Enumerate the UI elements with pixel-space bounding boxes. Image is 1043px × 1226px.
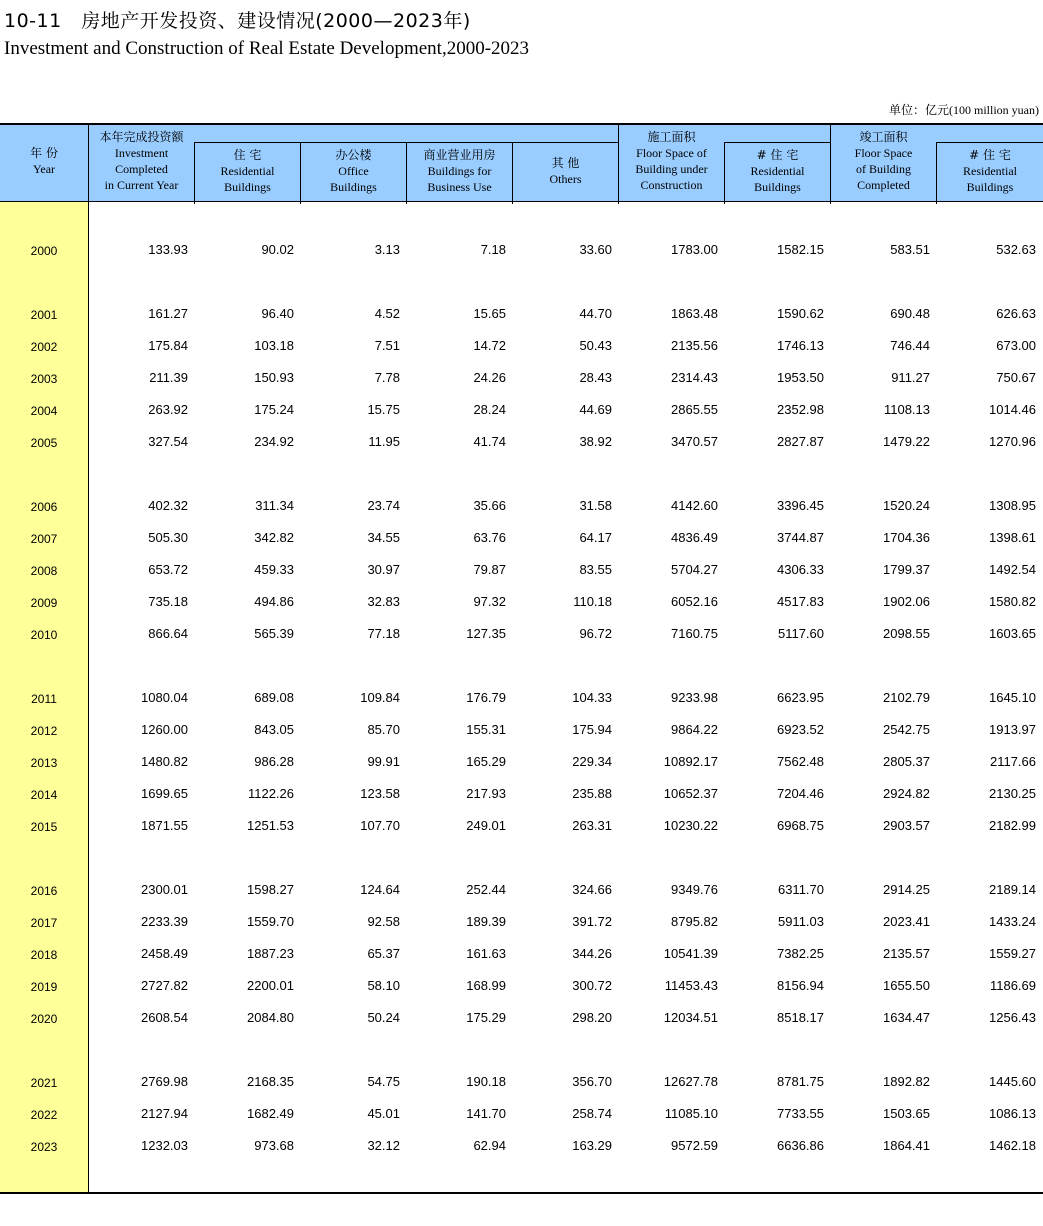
value-cell: 1260.00 — [141, 722, 188, 737]
value-cell: 344.26 — [572, 946, 612, 961]
value-cell: 11453.43 — [664, 978, 718, 993]
year-cell: 2018 — [30, 948, 58, 962]
value-cell: 505.30 — [148, 530, 188, 545]
value-cell: 9233.98 — [671, 690, 718, 705]
value-cell: 1559.27 — [989, 946, 1036, 961]
table-row — [0, 912, 1043, 932]
header-business: 商业营业用房 Buildings for Business Use — [423, 148, 496, 194]
value-cell: 2608.54 — [141, 1010, 188, 1025]
value-cell: 263.92 — [148, 402, 188, 417]
value-cell: 1682.49 — [247, 1106, 294, 1121]
value-cell: 565.39 — [254, 626, 294, 641]
value-cell: 324.66 — [572, 882, 612, 897]
header-floor-construction-residential: # 住 宅 Residential Buildings — [750, 148, 805, 194]
value-cell: 843.05 — [254, 722, 294, 737]
value-cell: 9864.22 — [671, 722, 718, 737]
value-cell: 1634.47 — [883, 1010, 930, 1025]
value-cell: 2135.56 — [671, 338, 718, 353]
value-cell: 229.34 — [572, 754, 612, 769]
value-cell: 23.74 — [367, 498, 400, 513]
value-cell: 1108.13 — [883, 402, 930, 417]
year-cell: 2010 — [30, 628, 58, 642]
value-cell: 258.74 — [572, 1106, 612, 1121]
year-column-divider — [88, 123, 89, 1193]
value-cell: 1645.10 — [989, 690, 1036, 705]
title-cn: 10-11 房地产开发投资、建设情况(2000—2023年) — [4, 10, 471, 32]
header-office: 办公楼 Office Buildings — [330, 148, 377, 194]
value-cell: 1892.82 — [883, 1074, 930, 1089]
value-cell: 391.72 — [572, 914, 612, 929]
value-cell: 12034.51 — [663, 1010, 718, 1025]
table-row — [0, 976, 1043, 996]
value-cell: 176.79 — [466, 690, 506, 705]
value-cell: 44.69 — [579, 402, 612, 417]
value-cell: 150.93 — [254, 370, 294, 385]
value-cell: 103.18 — [254, 338, 294, 353]
value-cell: 50.43 — [579, 338, 612, 353]
value-cell: 2127.94 — [141, 1106, 188, 1121]
value-cell: 735.18 — [148, 594, 188, 609]
value-cell: 79.87 — [473, 562, 506, 577]
value-cell: 211.39 — [149, 370, 188, 385]
value-cell: 1603.65 — [989, 626, 1036, 641]
value-cell: 2023.41 — [883, 914, 930, 929]
header-floor-completed: 竣工面积 Floor Space of Building Completed — [854, 130, 913, 192]
value-cell: 77.18 — [367, 626, 400, 641]
value-cell: 2914.25 — [883, 882, 930, 897]
year-cell: 2016 — [30, 884, 58, 898]
year-cell: 2013 — [30, 756, 58, 770]
value-cell: 2189.14 — [989, 882, 1036, 897]
table-row — [0, 400, 1043, 420]
data-table — [0, 123, 1043, 1193]
value-cell: 11085.10 — [664, 1106, 718, 1121]
value-cell: 4306.33 — [777, 562, 824, 577]
value-cell: 298.20 — [572, 1010, 612, 1025]
value-cell: 1598.27 — [247, 882, 294, 897]
value-cell: 2233.39 — [141, 914, 188, 929]
value-cell: 7.18 — [480, 242, 506, 257]
table-row — [0, 816, 1043, 836]
value-cell: 1503.65 — [883, 1106, 930, 1121]
value-cell: 10652.37 — [663, 786, 718, 801]
year-cell: 2003 — [30, 372, 58, 386]
year-cell: 2001 — [30, 308, 58, 322]
value-cell: 1699.65 — [141, 786, 188, 801]
value-cell: 235.88 — [572, 786, 612, 801]
header-vline — [406, 142, 407, 204]
value-cell: 33.60 — [579, 242, 612, 257]
value-cell: 3470.57 — [671, 434, 718, 449]
value-cell: 2200.01 — [247, 978, 294, 993]
value-cell: 163.29 — [572, 1138, 612, 1153]
value-cell: 1308.95 — [989, 498, 1036, 513]
value-cell: 402.32 — [148, 498, 188, 513]
value-cell: 1799.37 — [883, 562, 930, 577]
value-cell: 7.51 — [374, 338, 400, 353]
value-cell: 8518.17 — [777, 1010, 824, 1025]
year-cell: 2012 — [30, 724, 58, 738]
value-cell: 653.72 — [148, 562, 188, 577]
value-cell: 2314.43 — [671, 370, 718, 385]
value-cell: 4517.83 — [777, 594, 824, 609]
value-cell: 175.94 — [572, 722, 612, 737]
value-cell: 92.58 — [367, 914, 400, 929]
value-cell: 44.70 — [579, 306, 612, 321]
table-row — [0, 528, 1043, 548]
value-cell: 690.48 — [890, 306, 930, 321]
year-cell: 2020 — [30, 1012, 58, 1026]
table-bottom-line — [0, 1192, 1043, 1194]
header-others: 其 他 Others — [549, 156, 582, 186]
value-cell: 6623.95 — [777, 690, 824, 705]
value-cell: 2102.79 — [883, 690, 930, 705]
value-cell: 1186.69 — [989, 978, 1036, 993]
value-cell: 14.72 — [473, 338, 506, 353]
value-cell: 3.13 — [374, 242, 400, 257]
value-cell: 45.01 — [367, 1106, 400, 1121]
value-cell: 41.74 — [473, 434, 506, 449]
value-cell: 4.52 — [374, 306, 400, 321]
value-cell: 2903.57 — [883, 818, 930, 833]
value-cell: 532.63 — [996, 242, 1036, 257]
value-cell: 1871.55 — [141, 818, 188, 833]
value-cell: 1783.00 — [671, 242, 718, 257]
table-header — [0, 123, 1043, 202]
year-cell: 2008 — [30, 564, 58, 578]
value-cell: 1863.48 — [671, 306, 718, 321]
value-cell: 1559.70 — [247, 914, 294, 929]
header-vline — [194, 142, 195, 204]
value-cell: 7562.48 — [777, 754, 824, 769]
year-cell: 2015 — [30, 820, 58, 834]
value-cell: 626.63 — [996, 306, 1036, 321]
value-cell: 1590.62 — [777, 306, 824, 321]
value-cell: 32.12 — [367, 1138, 400, 1153]
value-cell: 2168.35 — [247, 1074, 294, 1089]
value-cell: 189.39 — [466, 914, 506, 929]
value-cell: 99.91 — [367, 754, 400, 769]
value-cell: 11.95 — [368, 434, 400, 449]
value-cell: 1704.36 — [883, 530, 930, 545]
value-cell: 10230.22 — [663, 818, 718, 833]
value-cell: 8156.94 — [777, 978, 824, 993]
value-cell: 6636.86 — [777, 1138, 824, 1153]
value-cell: 986.28 — [254, 754, 294, 769]
header-investment: 本年完成投资额 Investment Completed in Current Year — [99, 130, 184, 192]
value-cell: 1232.03 — [141, 1138, 188, 1153]
year-cell: 2019 — [30, 980, 58, 994]
value-cell: 1462.18 — [989, 1138, 1036, 1153]
value-cell: 750.67 — [996, 370, 1036, 385]
value-cell: 58.10 — [367, 978, 400, 993]
value-cell: 34.55 — [367, 530, 400, 545]
value-cell: 494.86 — [254, 594, 294, 609]
header-vline — [300, 142, 301, 204]
value-cell: 1080.04 — [141, 690, 188, 705]
value-cell: 50.24 — [367, 1010, 400, 1025]
value-cell: 2135.57 — [883, 946, 930, 961]
value-cell: 8781.75 — [777, 1074, 824, 1089]
year-cell: 2005 — [30, 436, 58, 450]
year-cell: 2022 — [30, 1108, 58, 1122]
table-row — [0, 944, 1043, 964]
value-cell: 583.51 — [890, 242, 930, 257]
value-cell: 155.31 — [466, 722, 506, 737]
value-cell: 249.01 — [466, 818, 506, 833]
value-cell: 190.18 — [466, 1074, 506, 1089]
value-cell: 252.44 — [466, 882, 506, 897]
year-cell: 2011 — [31, 692, 57, 706]
table-row — [0, 1008, 1043, 1028]
year-cell: 2004 — [30, 404, 58, 418]
table-row — [0, 624, 1043, 644]
value-cell: 38.92 — [579, 434, 612, 449]
value-cell: 1582.15 — [777, 242, 824, 257]
value-cell: 7733.55 — [777, 1106, 824, 1121]
year-cell: 2023 — [30, 1140, 58, 1154]
value-cell: 15.65 — [473, 306, 506, 321]
value-cell: 1480.82 — [141, 754, 188, 769]
value-cell: 32.83 — [367, 594, 400, 609]
table-row — [0, 496, 1043, 516]
value-cell: 4142.60 — [671, 498, 718, 513]
header-divider-construction — [725, 142, 830, 143]
header-divider-completed — [937, 142, 1043, 143]
value-cell: 1270.96 — [989, 434, 1036, 449]
header-floor-completed-residential: # 住 宅 Residential Buildings — [963, 148, 1017, 194]
header-vline — [512, 142, 513, 204]
value-cell: 1122.26 — [247, 786, 294, 801]
year-cell: 2000 — [30, 244, 58, 258]
value-cell: 175.24 — [254, 402, 294, 417]
value-cell: 2182.99 — [989, 818, 1036, 833]
value-cell: 7204.46 — [777, 786, 824, 801]
title-en: Investment and Construction of Real Estate Development,2000-2023 — [4, 38, 530, 59]
value-cell: 6311.70 — [777, 882, 824, 897]
value-cell: 83.55 — [579, 562, 612, 577]
table-row — [0, 688, 1043, 708]
value-cell: 24.26 — [473, 370, 506, 385]
unit-en: (100 million yuan) — [949, 103, 1039, 117]
year-cell: 2002 — [30, 340, 58, 354]
year-cell: 2006 — [30, 500, 58, 514]
value-cell: 7382.25 — [777, 946, 824, 961]
value-cell: 673.00 — [996, 338, 1036, 353]
value-cell: 7.78 — [374, 370, 400, 385]
table-row — [0, 752, 1043, 772]
value-cell: 124.64 — [360, 882, 400, 897]
value-cell: 2865.55 — [671, 402, 718, 417]
value-cell: 123.58 — [360, 786, 400, 801]
value-cell: 1479.22 — [883, 434, 930, 449]
value-cell: 7160.75 — [671, 626, 718, 641]
value-cell: 1445.60 — [989, 1074, 1036, 1089]
value-cell: 263.31 — [572, 818, 612, 833]
value-cell: 217.93 — [466, 786, 506, 801]
value-cell: 300.72 — [572, 978, 612, 993]
value-cell: 9572.59 — [671, 1138, 718, 1153]
value-cell: 1433.24 — [989, 914, 1036, 929]
value-cell: 62.94 — [473, 1138, 506, 1153]
value-cell: 161.63 — [466, 946, 506, 961]
value-cell: 2352.98 — [777, 402, 824, 417]
table-row — [0, 368, 1043, 388]
value-cell: 175.84 — [148, 338, 188, 353]
value-cell: 141.70 — [466, 1106, 506, 1121]
value-cell: 2769.98 — [141, 1074, 188, 1089]
value-cell: 31.58 — [579, 498, 612, 513]
value-cell: 2300.01 — [141, 882, 188, 897]
value-cell: 12627.78 — [663, 1074, 718, 1089]
value-cell: 8795.82 — [671, 914, 718, 929]
table-row — [0, 432, 1043, 452]
year-cell: 2017 — [30, 916, 58, 930]
value-cell: 85.70 — [367, 722, 400, 737]
value-cell: 15.75 — [367, 402, 400, 417]
value-cell: 161.27 — [148, 306, 188, 321]
value-cell: 2117.66 — [989, 754, 1036, 769]
year-cell: 2021 — [30, 1076, 58, 1090]
year-cell: 2007 — [30, 532, 58, 546]
value-cell: 459.33 — [254, 562, 294, 577]
value-cell: 6052.16 — [671, 594, 718, 609]
value-cell: 96.40 — [261, 306, 294, 321]
header-vline — [724, 142, 725, 204]
value-cell: 110.18 — [573, 594, 612, 609]
value-cell: 2098.55 — [883, 626, 930, 641]
header-residential: 住 宅 Residential Buildings — [220, 148, 275, 194]
table-row — [0, 1072, 1043, 1092]
value-cell: 90.02 — [261, 242, 294, 257]
value-cell: 1492.54 — [989, 562, 1036, 577]
header-year: 年 份 Year — [30, 146, 58, 176]
header-vline — [618, 125, 619, 204]
value-cell: 107.70 — [360, 818, 400, 833]
table-row — [0, 592, 1043, 612]
value-cell: 28.43 — [579, 370, 612, 385]
table-row — [0, 784, 1043, 804]
value-cell: 2924.82 — [883, 786, 930, 801]
value-cell: 30.97 — [367, 562, 400, 577]
value-cell: 689.08 — [254, 690, 294, 705]
value-cell: 2542.75 — [883, 722, 930, 737]
value-cell: 2727.82 — [141, 978, 188, 993]
table-row — [0, 304, 1043, 324]
value-cell: 109.84 — [360, 690, 400, 705]
value-cell: 10541.39 — [663, 946, 718, 961]
value-cell: 4836.49 — [671, 530, 718, 545]
value-cell: 1398.61 — [989, 530, 1036, 545]
value-cell: 1520.24 — [883, 498, 930, 513]
table-row — [0, 336, 1043, 356]
value-cell: 2458.49 — [141, 946, 188, 961]
value-cell: 5117.60 — [777, 626, 824, 641]
unit-cn: 单位：亿元 — [888, 103, 949, 117]
value-cell: 866.64 — [148, 626, 188, 641]
value-cell: 97.32 — [473, 594, 506, 609]
value-cell: 1580.82 — [989, 594, 1036, 609]
header-vline — [936, 142, 937, 204]
value-cell: 2827.87 — [777, 434, 824, 449]
value-cell: 9349.76 — [671, 882, 718, 897]
header-vline — [830, 125, 831, 204]
value-cell: 35.66 — [473, 498, 506, 513]
table-row — [0, 240, 1043, 260]
value-cell: 356.70 — [572, 1074, 612, 1089]
value-cell: 133.93 — [148, 242, 188, 257]
value-cell: 342.82 — [254, 530, 294, 545]
value-cell: 1913.97 — [989, 722, 1036, 737]
value-cell: 6923.52 — [777, 722, 824, 737]
value-cell: 2130.25 — [989, 786, 1036, 801]
value-cell: 1256.43 — [989, 1010, 1036, 1025]
value-cell: 5704.27 — [671, 562, 718, 577]
value-cell: 127.35 — [466, 626, 506, 641]
value-cell: 28.24 — [473, 402, 506, 417]
value-cell: 168.99 — [466, 978, 506, 993]
value-cell: 973.68 — [254, 1138, 294, 1153]
value-cell: 746.44 — [890, 338, 930, 353]
value-cell: 96.72 — [579, 626, 612, 641]
value-cell: 104.33 — [572, 690, 612, 705]
value-cell: 3396.45 — [777, 498, 824, 513]
value-cell: 1953.50 — [777, 370, 824, 385]
value-cell: 54.75 — [367, 1074, 400, 1089]
value-cell: 1902.06 — [883, 594, 930, 609]
value-cell: 10892.17 — [663, 754, 718, 769]
value-cell: 2084.80 — [247, 1010, 294, 1025]
table-row — [0, 1104, 1043, 1124]
value-cell: 165.29 — [466, 754, 506, 769]
value-cell: 6968.75 — [777, 818, 824, 833]
value-cell: 327.54 — [148, 434, 188, 449]
value-cell: 3744.87 — [777, 530, 824, 545]
table-row — [0, 720, 1043, 740]
table-row — [0, 1136, 1043, 1156]
value-cell: 1014.46 — [989, 402, 1036, 417]
value-cell: 63.76 — [473, 530, 506, 545]
value-cell: 175.29 — [466, 1010, 506, 1025]
value-cell: 1864.41 — [883, 1138, 930, 1153]
value-cell: 234.92 — [254, 434, 294, 449]
year-cell: 2009 — [30, 596, 58, 610]
value-cell: 1086.13 — [989, 1106, 1036, 1121]
header-floor-construction: 施工面积 Floor Space of Building under Construction — [635, 130, 708, 192]
value-cell: 1251.53 — [247, 818, 294, 833]
table-row — [0, 560, 1043, 580]
value-cell: 1655.50 — [883, 978, 930, 993]
unit-label — [889, 101, 1039, 118]
value-cell: 5911.03 — [777, 914, 824, 929]
value-cell: 1887.23 — [247, 946, 294, 961]
value-cell: 1746.13 — [777, 338, 824, 353]
table-row — [0, 880, 1043, 900]
value-cell: 65.37 — [367, 946, 400, 961]
value-cell: 2805.37 — [883, 754, 930, 769]
value-cell: 64.17 — [579, 530, 612, 545]
value-cell: 311.34 — [255, 498, 294, 513]
year-cell: 2014 — [30, 788, 58, 802]
header-bottom-line — [0, 201, 1043, 202]
value-cell: 911.27 — [891, 370, 930, 385]
